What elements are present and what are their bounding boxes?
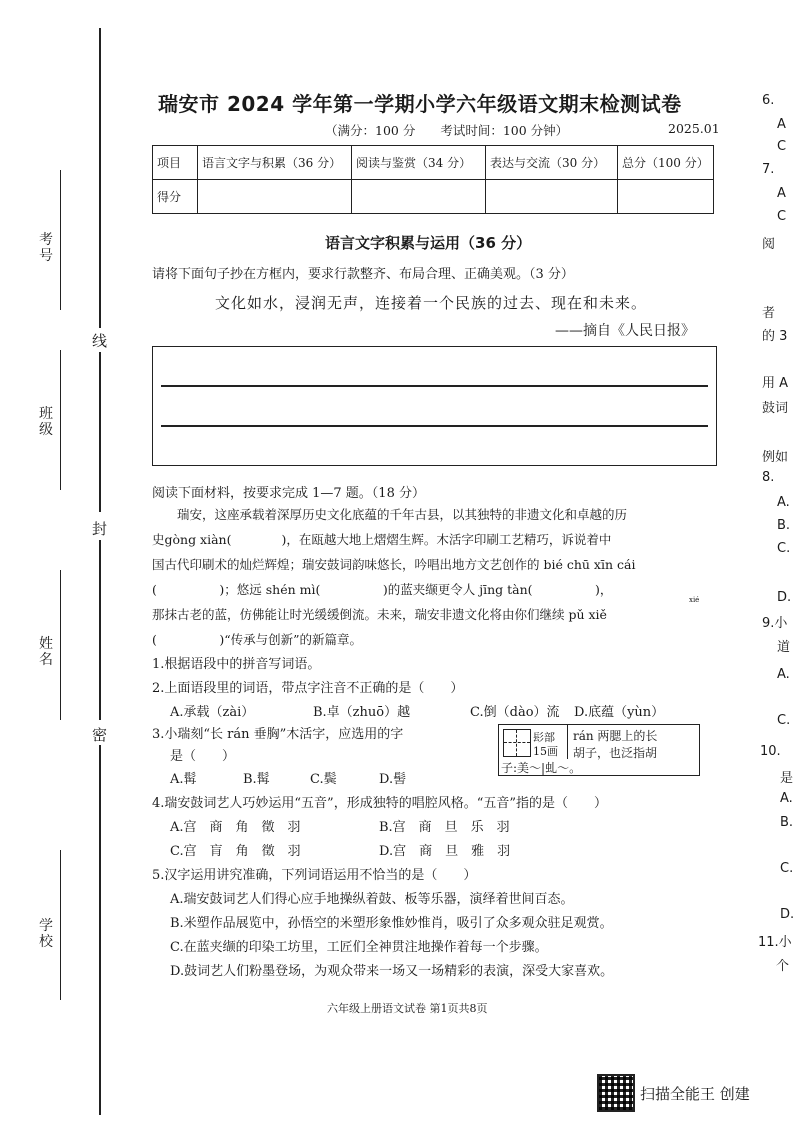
score-input-total[interactable] (618, 180, 714, 214)
copy-instruction: 请将下面句子抄在方框内，要求行款整齐、布局合理、正确美观。（3 分） (152, 267, 574, 282)
reading-line-1: 瑞安，这座承载着深厚历史文化底蕴的千年古县，以其独特的非遗文化和卓越的历 (152, 507, 628, 522)
dict-examples: 子:美～|虬～。 (501, 761, 582, 775)
section-title: 语言文字积累与运用（36 分） (325, 234, 532, 252)
edge-frag-7: 者 (762, 306, 776, 321)
edge-frag-1: A (777, 117, 786, 132)
edge-frag-19: A. (777, 667, 790, 682)
page-footer: 六年级上册语文试卷 第1页共8页 (327, 1002, 488, 1015)
copy-sentence: 文化如水，浸润无声，连接着一个民族的过去、现在和未来。 (215, 294, 648, 312)
qr-code-icon (597, 1074, 635, 1112)
exam-date: 2025.01 (668, 121, 720, 136)
edge-frag-16: D. (777, 590, 792, 605)
binding-line-bottom (99, 745, 101, 1115)
pinyin-annotation-xie: xié (689, 596, 700, 604)
score-table (152, 145, 714, 214)
copy-source: ——摘自《人民日报》 (555, 323, 695, 339)
q4-option-c[interactable]: C.宫 肓 角 徵 羽 (170, 844, 301, 859)
edge-frag-27: 11.小 (758, 935, 792, 950)
answer-line-1 (161, 385, 708, 387)
exam-number-label: 考号 (39, 232, 53, 264)
question-4: 4.瑞安鼓词艺人巧妙运用“五音”，形成独特的唱腔风格。“五音”指的是（ ） (152, 796, 607, 811)
q4-option-b[interactable]: B.宫 商 旦 乐 羽 (379, 820, 510, 835)
edge-frag-28: 个 (776, 959, 790, 974)
q2-option-c[interactable]: C.倒（dào）流 (470, 705, 560, 720)
edge-frag-12: 8. (762, 470, 775, 485)
edge-frag-21: 10. (760, 744, 781, 759)
binding-line-top (99, 28, 101, 328)
edge-frag-2: C (777, 139, 787, 154)
q4-option-d[interactable]: D.宫 商 旦 雅 羽 (379, 844, 511, 859)
binding-mark-xian: 线 (92, 332, 108, 350)
q2-option-d[interactable]: D.底蕴（yùn） (574, 705, 665, 720)
edge-frag-15: C. (777, 541, 791, 556)
exam-meta: （满分：100 分 考试时间：100 分钟） (325, 123, 569, 138)
score-cell-language: 语言文字与积累（36 分） (198, 146, 352, 180)
reading-line-3: 国古代印刷术的灿烂辉煌；瑞安鼓词韵味悠长，吟唱出地方文艺创作的 bié chū xīn cái (152, 557, 636, 572)
score-cell-reading: 阅读与鉴赏（34 分） (352, 146, 486, 180)
question-3-line2: 是（ ） (170, 749, 236, 764)
copy-answer-box[interactable] (152, 346, 717, 466)
reading-instruction: 阅读下面材料，按要求完成 1—7 题。（18 分） (152, 486, 425, 501)
edge-frag-14: B. (777, 518, 791, 533)
edge-frag-4: A (777, 186, 786, 201)
edge-frag-10: 鼓词 (762, 401, 789, 416)
score-table-score-row (153, 180, 714, 214)
q2-option-a[interactable]: A.承载（zài） (170, 705, 255, 720)
binding-line-mid2 (99, 540, 101, 720)
edge-frag-22: 是 (780, 771, 794, 786)
reading-line-6: ( )“传承与创新”的新篇章。 (152, 632, 363, 647)
q3-option-c[interactable]: C.鬓 (310, 772, 337, 787)
scanner-watermark: 扫描全能王 创建 (640, 1085, 750, 1103)
score-cell-total: 总分（100 分） (618, 146, 714, 180)
q3-option-b[interactable]: B.髯 (243, 772, 270, 787)
edge-frag-23: A. (780, 791, 793, 806)
edge-frag-25: C. (780, 861, 794, 876)
edge-frag-3: 7. (762, 162, 775, 177)
edge-frag-18: 道 (777, 640, 791, 655)
score-input-expression[interactable] (486, 180, 618, 214)
school-field[interactable] (60, 850, 61, 1000)
q4-option-a[interactable]: A.宫 商 角 徵 羽 (170, 820, 301, 835)
dict-definition-2: 胡子，也泛指胡 (573, 746, 658, 760)
binding-mark-mi: 密 (92, 726, 108, 744)
score-cell-item: 项目 (153, 146, 198, 180)
q5-option-b[interactable]: B.米塑作品展览中，孙悟空的米塑形象惟妙惟肖，吸引了众多观众驻足观赏。 (170, 916, 613, 931)
edge-frag-17: 9.小 (762, 616, 788, 631)
dict-strokes: 15画 (533, 745, 558, 758)
question-5: 5.汉字运用讲究准确，下列词语运用不恰当的是（ ） (152, 868, 477, 883)
school-label: 学校 (39, 918, 53, 950)
radical-grid-icon (503, 729, 531, 757)
score-cell-expression: 表达与交流（30 分） (486, 146, 618, 180)
q5-option-c[interactable]: C.在蓝夹缬的印染工坊里，工匠们全神贯注地操作着每一个步骤。 (170, 940, 548, 955)
edge-frag-8: 的 3 (762, 329, 788, 344)
dictionary-entry-box (498, 724, 700, 776)
q3-option-a[interactable]: A.髯 (170, 772, 197, 787)
edge-frag-13: A. (777, 495, 790, 510)
class-label: 班级 (39, 406, 53, 438)
dict-divider (567, 725, 568, 759)
edge-frag-20: C. (777, 713, 791, 728)
score-table-header-row (153, 146, 714, 180)
name-label: 姓名 (39, 636, 53, 668)
edge-frag-5: C (777, 209, 787, 224)
q2-option-b[interactable]: B.卓（zhuō）越 (313, 705, 411, 720)
reading-line-4: ( )；悠远 shén mì( )的蓝夹缬更令人 jīng tàn( )， (152, 582, 613, 597)
edge-frag-6: 阅 (762, 237, 776, 252)
score-input-reading[interactable] (352, 180, 486, 214)
q5-option-d[interactable]: D.鼓词艺人们粉墨登场，为观众带来一场又一场精彩的表演，深受大家喜欢。 (170, 964, 614, 979)
q3-option-d[interactable]: D.髻 (379, 772, 407, 787)
edge-frag-26: D. (780, 907, 794, 922)
question-1: 1.根据语段中的拼音写词语。 (152, 657, 321, 672)
exam-title: 瑞安市 2024 学年第一学期小学六年级语文期末检测试卷 (158, 92, 682, 116)
question-2: 2.上面语段里的词语，带点字注音不正确的是（ ） (152, 681, 464, 696)
q5-option-a[interactable]: A.瑞安鼓词艺人们得心应手地操纵着鼓、板等乐器，演绎着世间百态。 (170, 892, 574, 907)
edge-frag-24: B. (780, 815, 794, 830)
dict-radical: 髟部 (533, 731, 555, 744)
score-input-language[interactable] (198, 180, 352, 214)
dict-definition-1: rán 两腮上的长 (573, 729, 658, 743)
reading-line-2: 史gòng xiàn( )，在瓯越大地上熠熠生辉。木活字印刷工艺精巧，诉说着中 (152, 532, 612, 547)
class-field[interactable] (60, 350, 61, 490)
edge-frag-11: 例如 (762, 450, 789, 465)
score-row-label: 得分 (153, 180, 198, 214)
binding-line-mid1 (99, 352, 101, 512)
edge-frag-0: 6. (762, 93, 775, 108)
binding-mark-feng: 封 (92, 520, 108, 538)
exam-number-field[interactable] (60, 170, 61, 310)
question-3-line1: 3.小瑞刻“长 rán 垂胸”木活字，应选用的字 (152, 727, 404, 742)
answer-line-2 (161, 425, 708, 427)
name-field[interactable] (60, 570, 61, 720)
edge-frag-9: 用 A (762, 376, 789, 391)
reading-line-5: 那抹古老的蓝，仿佛能让时光缓缓倒流。未来，瑞安非遗文化将由你们继续 pǔ xiě (152, 607, 607, 622)
